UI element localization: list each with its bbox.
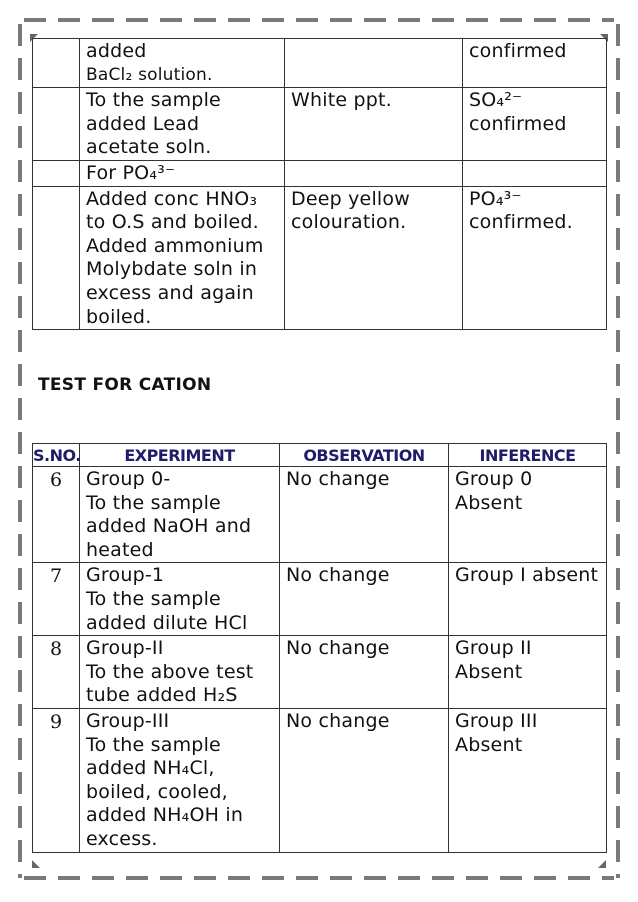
section-title: TEST FOR CATION (38, 375, 212, 395)
observation-cell (285, 186, 463, 330)
sno-cell: 7 (33, 563, 80, 636)
experiment-line: Group 0- (86, 468, 171, 490)
experiment-line: excess and again (86, 281, 254, 304)
inference-line: Group II (455, 637, 532, 660)
sno-cell: 9 (33, 708, 80, 852)
anion-test-table (32, 38, 607, 330)
experiment-line: acetate soln. (86, 136, 212, 159)
inference-line: Absent (455, 733, 523, 756)
observation-line: No change (286, 709, 390, 732)
table-row (33, 186, 607, 330)
experiment-line: heated (86, 538, 154, 561)
header-sno: S.NO. (33, 445, 81, 465)
table-header-row (33, 444, 607, 467)
experiment-line: added NH₄OH in (86, 804, 244, 827)
sno-cell: 6 (33, 467, 80, 563)
experiment-line: For PO₄³⁻ (86, 161, 176, 184)
observation-cell (280, 563, 449, 636)
experiment-line: added (86, 40, 147, 62)
experiment-line: Group-1 (86, 564, 165, 587)
observation-line: No change (286, 637, 390, 660)
observation-line: Deep yellow (291, 187, 410, 210)
inference-cell (463, 186, 607, 330)
experiment-line: Group-III (86, 709, 170, 732)
observation-line: White ppt. (291, 89, 392, 112)
inference-line: PO₄³⁻ (469, 187, 522, 210)
inference-cell (449, 563, 607, 636)
observation-line: No change (286, 468, 390, 490)
experiment-cell (80, 88, 285, 161)
sno-cell (33, 39, 80, 88)
header-inference: INFERENCE (449, 444, 607, 467)
experiment-line: To the sample (86, 587, 221, 610)
experiment-line: boiled. (86, 305, 152, 328)
sno-cell (33, 186, 80, 330)
cation-test-table (32, 443, 607, 853)
sno-cell (33, 160, 80, 186)
experiment-cell (80, 39, 285, 88)
inference-cell (463, 39, 607, 88)
inference-line: confirmed (469, 40, 567, 62)
experiment-line: boiled, cooled, (86, 780, 228, 803)
observation-line: No change (286, 564, 390, 587)
observation-cell (280, 708, 449, 852)
experiment-cell (80, 563, 280, 636)
experiment-cell (80, 186, 285, 330)
observation-cell (280, 636, 449, 709)
experiment-line: To the sample (86, 89, 221, 112)
table-row (33, 708, 607, 852)
table-row (33, 88, 607, 161)
inference-cell (449, 467, 607, 563)
experiment-cell (80, 636, 280, 709)
experiment-line: BaCl₂ solution. (86, 64, 213, 85)
experiment-cell (80, 160, 285, 186)
experiment-line: Added conc HNO₃ (86, 187, 258, 210)
header-observation: OBSERVATION (280, 444, 449, 467)
inference-cell (463, 88, 607, 161)
experiment-line: excess. (86, 827, 158, 850)
experiment-line: To the above test (86, 660, 254, 683)
experiment-line: To the sample (86, 733, 221, 756)
table-row (33, 160, 607, 186)
inference-cell (449, 708, 607, 852)
experiment-line: added Lead (86, 112, 200, 135)
experiment-line: tube added H₂S (86, 684, 238, 707)
inference-line: Group 0 (455, 468, 533, 490)
sno-cell (33, 88, 80, 161)
experiment-line: added dilute HCl (86, 611, 248, 634)
table-row (33, 39, 607, 88)
header-experiment: EXPERIMENT (80, 444, 280, 467)
inference-line: Group I absent (455, 564, 599, 587)
sno-cell: 8 (33, 636, 80, 709)
experiment-cell (80, 467, 280, 563)
inference-line: Group III (455, 709, 538, 732)
table-row (33, 563, 607, 636)
experiment-line: Group-II (86, 637, 164, 660)
experiment-line: Added ammonium (86, 234, 264, 257)
inference-line: confirmed (469, 112, 567, 135)
table-row (33, 636, 607, 709)
experiment-line: added NaOH and (86, 515, 252, 538)
observation-line: colouration. (291, 211, 407, 234)
inference-cell (449, 636, 607, 709)
experiment-line: To the sample (86, 491, 221, 514)
inference-line: Absent (455, 491, 523, 514)
corner-ornament-icon (598, 860, 606, 868)
inference-cell (463, 160, 607, 186)
experiment-line: to O.S and boiled. (86, 211, 259, 234)
experiment-line: Molybdate soln in (86, 258, 258, 281)
observation-cell (285, 160, 463, 186)
observation-cell (280, 467, 449, 563)
page-border-right (616, 24, 620, 878)
inference-line: confirmed. (469, 211, 573, 234)
page-border-bottom (24, 876, 614, 880)
table-row (33, 467, 607, 563)
inference-line: SO₄²⁻ (469, 89, 523, 112)
experiment-line: added NH₄Cl, (86, 757, 215, 780)
observation-cell (285, 39, 463, 88)
observation-cell (285, 88, 463, 161)
corner-ornament-icon (32, 860, 40, 868)
page-border-top (24, 18, 614, 22)
experiment-cell (80, 708, 280, 852)
inference-line: Absent (455, 660, 523, 683)
page-border-left (18, 24, 22, 878)
